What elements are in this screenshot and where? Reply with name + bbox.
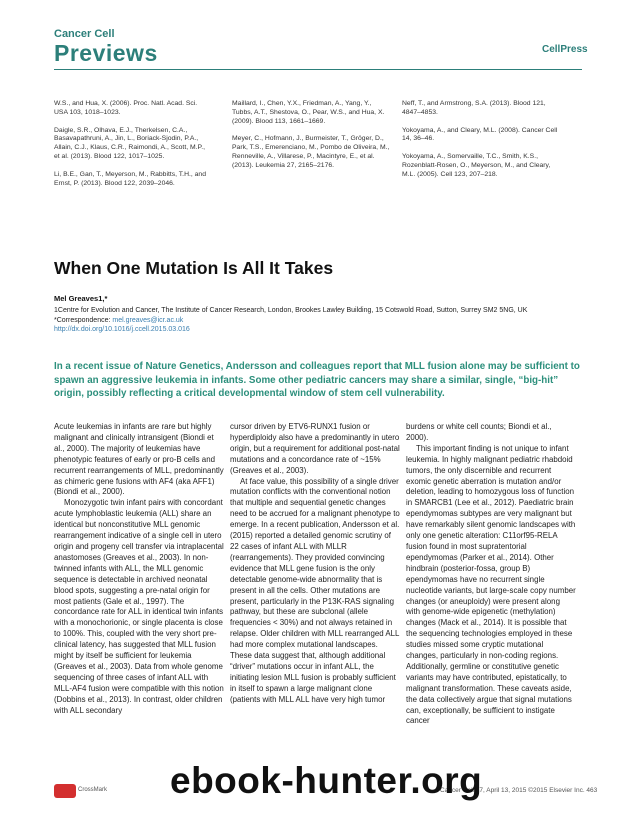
doi-link[interactable]: http://dx.doi.org/10.1016/j.ccell.2015.03.016	[54, 326, 190, 333]
reference-column-1	[54, 100, 212, 197]
header-rule	[54, 69, 582, 70]
watermark-text: ebook-hunter.org	[170, 760, 483, 801]
reference-entry: Neff, T., and Armstrong, S.A. (2013). Blood 121, 4847–4853.	[402, 100, 546, 116]
reference-entry: Maillard, I., Chen, Y.X., Friedman, A., Yang, Y., Tubbs, A.T., Shestova, O., Pear, W.S., and Hua, X. (2009). Blood 113, 1661–1669.	[232, 100, 385, 125]
reference-entry: W.S., and Hua, X. (2006). Proc. Natl. Acad. Sci. USA 103, 1018–1023.	[54, 100, 198, 116]
reference-entry: Meyer, C., Hofmann, J., Burmeister, T., Gröger, D., Park, T.S., Emerenciano, M., Pombo de Oliveira, M., Renneville, A., Villarese, P., Macintyre, E., et al. (2013). Leukemia 27, 2165–2176.	[232, 135, 390, 169]
reference-entry: Daigle, S.R., Olhava, E.J., Therkelsen, C.A., Basavapathruni, A., Jin, L., Boriack-Sjodin, P.A., Allain, C.J., Klaus, C.R., Raimondi, A., Scott, M.P., et al. (2013). Blood 122, 1017–1025.	[54, 126, 205, 160]
email-link[interactable]: mel.greaves@icr.ac.uk	[112, 316, 184, 324]
crossmark-icon[interactable]	[54, 784, 76, 798]
correspondence-label: *Correspondence:	[54, 316, 113, 324]
body-paragraph: cursor driven by ETV6-RUNX1 fusion or hyperdiploidy also have a predominantly in utero origin, but a requirement for additional post-natal mutations and a concordance rate of ~15% (Greaves et al., 2003).	[230, 422, 400, 475]
reference-entry: Yokoyama, A., Somervaille, T.C., Smith, K.S., Rozenblatt-Rosen, O., Meyerson, M., and Cleary, M.L. (2005). Cell 123, 207–218.	[402, 153, 551, 178]
body-column-2	[230, 422, 400, 706]
crossmark-label: CrossMark	[78, 787, 108, 793]
reference-column-3	[402, 100, 560, 189]
body-paragraph: This important finding is not unique to infant leukemia. In highly malignant pediatric rhabdoid tumors, the only discernible and recurrent exomic genetic aberration is mutation and/or deletion, leading to homozygous loss of function in SMARCB1 (Lee et al., 2012). Paediatric brain ependymomas subtypes are very malignant but have remarkably silent genomic landscapes with only one genetic alteration: C11orf95-RELA fusion found in most supratentorial ependymomas (Parker et al., 2014). Other hindbrain (posterior-fossa, group B) ependymomas have no recurrent single nucleotide variants, but large-scale copy number changes (or aneuploidy) were present along with genome-wide epigenetic (methylation) changes (Mack et al., 2014). It is possible that the sequencing technologies employed in these studies missed some cryptic mutational changes, particularly in non-coding regions. Additionally, germline or constitutive genetic variants may have contributed, epistatically, to malignant transformation. These caveats aside, the data collectively argue that signal mutations can, exceptionally, be sufficient to instigate cancer	[406, 443, 576, 726]
cellpress-logo: CellPress	[542, 44, 588, 55]
journal-name: Cancer Cell	[54, 28, 115, 40]
body-paragraph: burdens or white cell counts; Biondi et al., 2000).	[406, 422, 552, 442]
article-author: Mel Greaves1,*	[54, 294, 108, 303]
body-paragraph: Monozygotic twin infant pairs with concordant acute lymphoblastic leukemia (ALL) share an identical but nonconstitutive MLL genomic rearrangement indicative of a single cell in utero origin and progeny cell transfer via intraplacental anastomoses (Greaves et al., 2003). In non-twinned infants with ALL, the MLL genomic sequence is detectable in archived neonatal blood spots, suggesting a pre-natal origin for most patients (Gale et al., 1997). The concordance rate for ALL in identical twin infants with a monochorionic, or single placenta is close to 100%. This, coupled with the very short pre-clinical latency, has suggested that MLL fusion might by itself be sufficient for leukemia (Greaves et al., 2003). Data from whole genome sequencing of three cases of infant ALL with MLL-AF4 fusion were compatible with this notion (Dobbins et al., 2013). In contrast, older children with ALL secondary	[54, 498, 224, 715]
correspondence	[54, 316, 584, 326]
reference-column-2	[232, 100, 390, 180]
lead-summary: In a recent issue of Nature Genetics, Andersson and colleagues report that MLL fusion alone may be sufficient to spawn an aggressive leukemia in infants. Some other pediatric cancers may share a similar, single, “big-hit” origin, possibly reflecting a critical developmental window of stem cell vulnerability.	[54, 361, 580, 399]
reference-entry: Li, B.E., Gan, T., Meyerson, M., Rabbitts, T.H., and Ernst, P. (2013). Blood 122, 2039–2046.	[54, 170, 206, 187]
page-footer-citation: Cancer Cell 27, April 13, 2015 ©2015 Elsevier Inc. 463	[440, 787, 598, 794]
affiliation: 1Centre for Evolution and Cancer, The Institute of Cancer Research, London, Brookes Lawley Building, 15 Cotswold Road, Sutton, Surrey SM2 5NG, UK	[54, 307, 528, 314]
body-column-1	[54, 422, 224, 716]
article-title: When One Mutation Is All It Takes	[54, 258, 334, 278]
body-paragraph: Acute leukemias in infants are rare but highly malignant and clinically intransigent (Biondi et al., 2000). The majority of leukemias have phenotypic features of early or pro-B cells and recurrent rearrangements of MLL, predominantly as chimeric gene fusions with AF4 (aka AFF1) (Biondi et al., 2000).	[54, 422, 224, 497]
section-title: Previews	[54, 40, 158, 66]
reference-entry: Yokoyama, A., and Cleary, M.L. (2008). Cancer Cell 14, 36–46.	[402, 126, 558, 143]
body-paragraph: At face value, this possibility of a single driver mutation conflicts with the conventional notion that multiple and sequential genetic changes need to be accrued for a malignant phenotype to emerge. In a recent publication, Andersson et al. (2015) reported a detailed genomic scrutiny of 22 cases of infant ALL with MLLR (rearrangements). They provided convincing evidence that MLL gene fusion is the only detectable genome-wide abnormality that is present in all the cells. Other mutations are present, particularly in the P13K-RAS signaling pathway, but these are subclonal (allele frequencies < 30%) and not always retained in relapse. Older children with MLL rearranged ALL had more complex mutational landscapes. These data suggest that, although additional “driver” mutations occur in infant ALL, the initiating lesion MLL fusion is probably sufficient in itself to spawn a large malignant clone (patients with MLL ALL have very high tumor	[230, 476, 400, 704]
author-affiliation-block	[54, 306, 584, 335]
body-column-3	[406, 422, 576, 727]
